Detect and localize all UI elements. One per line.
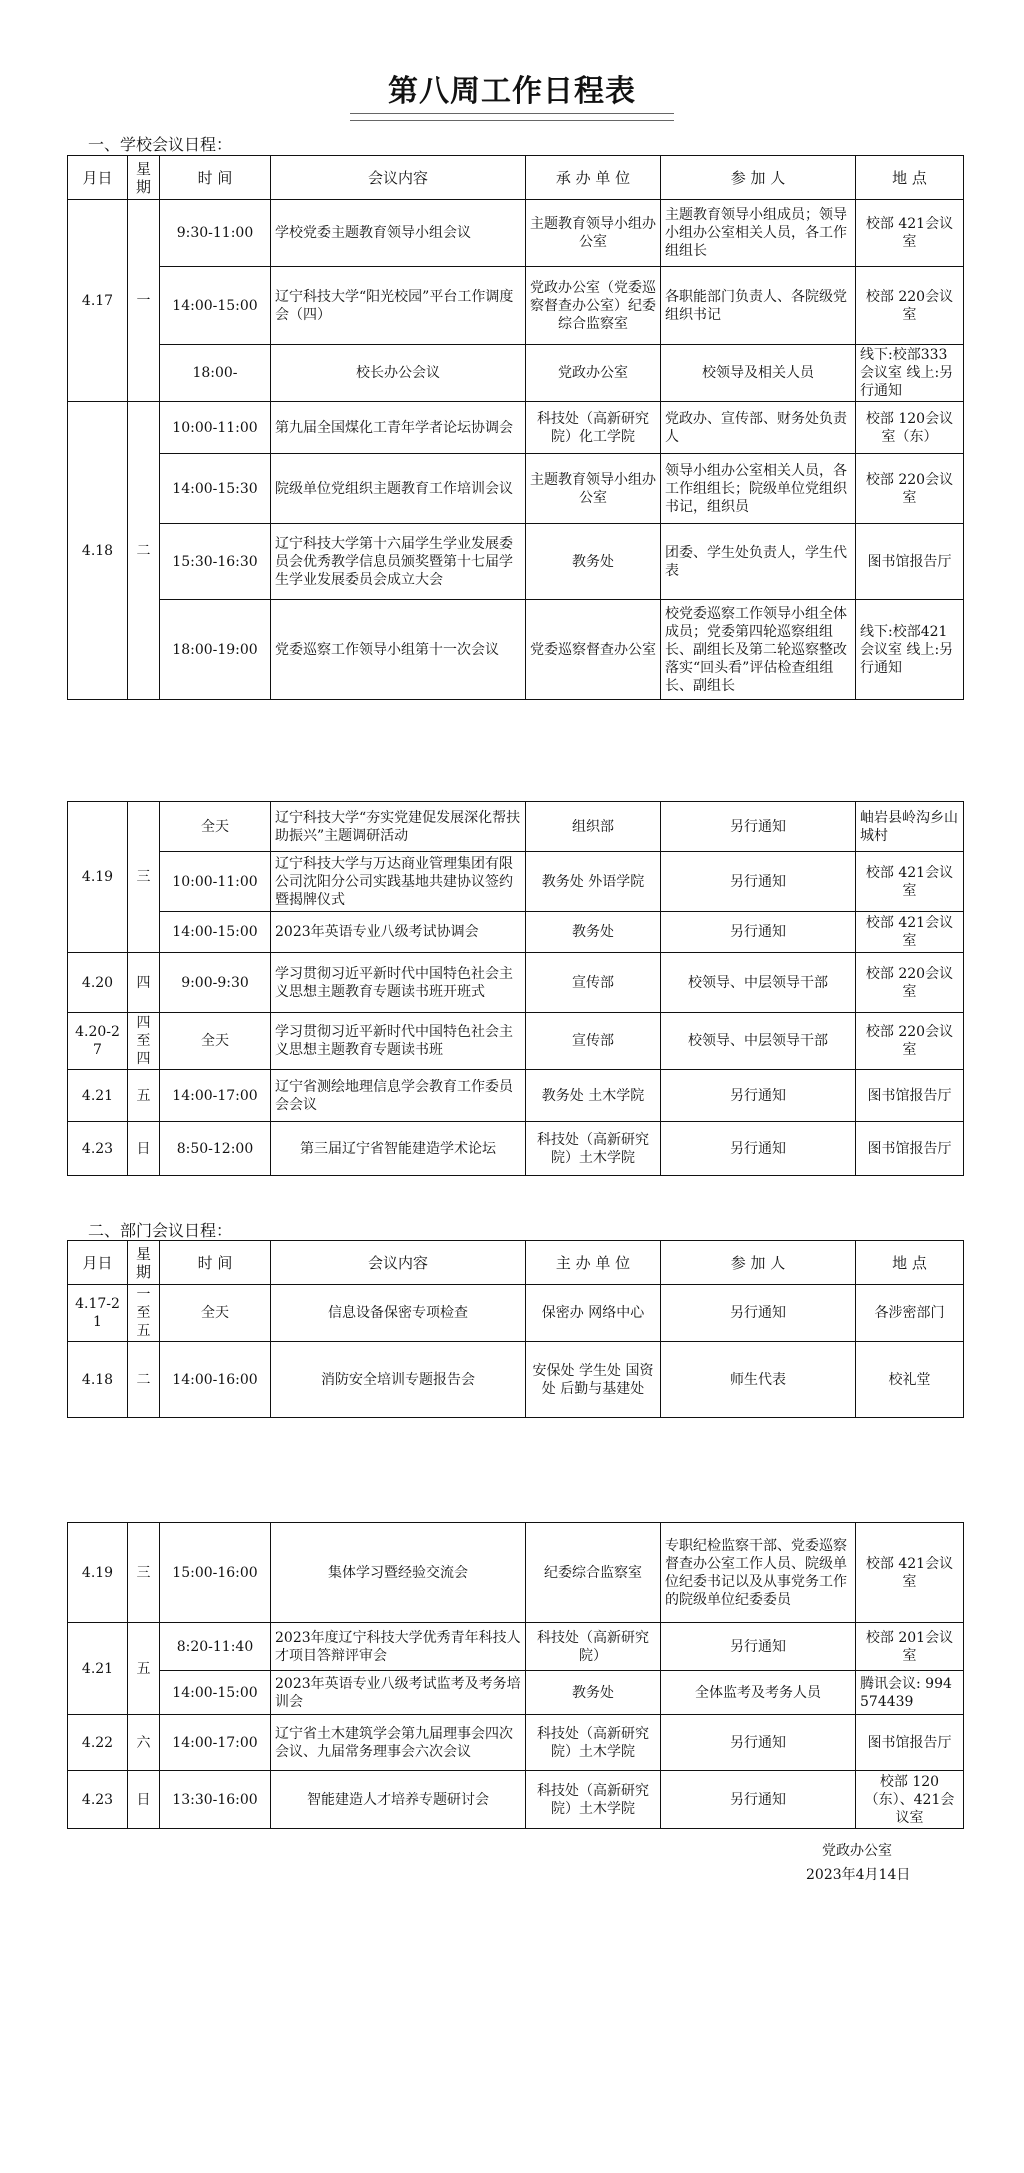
attendees-cell: 另行通知 bbox=[661, 1715, 856, 1771]
content-cell: 第三届辽宁省智能建造学术论坛 bbox=[271, 1122, 526, 1176]
weekday-cell: 日 bbox=[128, 1122, 160, 1176]
place-cell: 校礼堂 bbox=[856, 1342, 964, 1418]
date-cell: 4.17-21 bbox=[68, 1285, 128, 1342]
attendees-cell: 校党委巡察工作领导小组全体成员；党委第四轮巡察组组长、副组长及第二轮巡察整改落实“回头看”评估检查组组长、副组长 bbox=[661, 600, 856, 700]
organizer-cell: 宣传部 bbox=[526, 1013, 661, 1070]
table-row bbox=[68, 1523, 964, 1623]
time-cell: 14:00-15:30 bbox=[160, 454, 271, 524]
table-row bbox=[68, 1771, 964, 1829]
header-date: 月日 bbox=[68, 156, 128, 200]
weekday-cell: 一至五 bbox=[128, 1285, 160, 1342]
content-cell: 2023年英语专业八级考试协调会 bbox=[271, 912, 526, 953]
table-row bbox=[68, 524, 964, 600]
attendees-cell: 主题教育领导小组成员；领导小组办公室相关人员，各工作组组长 bbox=[661, 200, 856, 267]
organizer-cell: 组织部 bbox=[526, 802, 661, 852]
content-cell: 辽宁省土木建筑学会第九届理事会四次会议、九届常务理事会六次会议 bbox=[271, 1715, 526, 1771]
attendees-cell: 校领导、中层领导干部 bbox=[661, 1013, 856, 1070]
time-cell: 14:00-15:00 bbox=[160, 912, 271, 953]
title-underline bbox=[350, 113, 674, 121]
weekday-cell: 二 bbox=[128, 1342, 160, 1418]
content-cell: 辽宁省测绘地理信息学会教育工作委员会会议 bbox=[271, 1070, 526, 1122]
content-cell: 集体学习暨经验交流会 bbox=[271, 1523, 526, 1623]
content-cell: 学习贯彻习近平新时代中国特色社会主义思想主题教育专题读书班 bbox=[271, 1013, 526, 1070]
time-cell: 10:00-11:00 bbox=[160, 402, 271, 454]
organizer-cell: 党委巡察督查办公室 bbox=[526, 600, 661, 700]
content-cell: 辽宁科技大学第十六届学生学业发展委员会优秀教学信息员颁奖暨第十七届学生学业发展委员会成立大会 bbox=[271, 524, 526, 600]
header-weekday: 星期 bbox=[128, 1241, 160, 1285]
page-title: 第八周工作日程表 bbox=[388, 74, 636, 109]
school-schedule-table-1 bbox=[67, 155, 964, 700]
header-date: 月日 bbox=[68, 1241, 128, 1285]
time-cell: 9:00-9:30 bbox=[160, 953, 271, 1013]
organizer-cell: 科技处（高新研究院） bbox=[526, 1623, 661, 1671]
organizer-cell: 教务处 土木学院 bbox=[526, 1070, 661, 1122]
organizer-cell: 宣传部 bbox=[526, 953, 661, 1013]
table-row bbox=[68, 1671, 964, 1715]
place-cell: 图书馆报告厅 bbox=[856, 524, 964, 600]
weekday-cell: 五 bbox=[128, 1070, 160, 1122]
table-row bbox=[68, 1285, 964, 1342]
weekday-cell: 四 bbox=[128, 953, 160, 1013]
date-cell: 4.22 bbox=[68, 1715, 128, 1771]
place-cell: 岫岩县岭沟乡山城村 bbox=[856, 802, 964, 852]
organizer-cell: 主题教育领导小组办公室 bbox=[526, 200, 661, 267]
table-row bbox=[68, 402, 964, 454]
table-row bbox=[68, 1715, 964, 1771]
content-cell: 学习贯彻习近平新时代中国特色社会主义思想主题教育专题读书班开班式 bbox=[271, 953, 526, 1013]
place-cell: 校部 421会议室 bbox=[856, 912, 964, 953]
school-schedule-table-2 bbox=[67, 801, 964, 1176]
time-cell: 15:30-16:30 bbox=[160, 524, 271, 600]
attendees-cell: 另行通知 bbox=[661, 852, 856, 912]
table-row bbox=[68, 1623, 964, 1671]
time-cell: 13:30-16:00 bbox=[160, 1771, 271, 1829]
attendees-cell: 另行通知 bbox=[661, 1285, 856, 1342]
weekday-cell: 三 bbox=[128, 1523, 160, 1623]
content-cell: 辽宁科技大学与万达商业管理集团有限公司沈阳分公司实践基地共建协议签约暨揭牌仪式 bbox=[271, 852, 526, 912]
attendees-cell: 另行通知 bbox=[661, 1771, 856, 1829]
date-cell: 4.23 bbox=[68, 1771, 128, 1829]
attendees-cell: 党政办、宣传部、财务处负责人 bbox=[661, 402, 856, 454]
table-row bbox=[68, 953, 964, 1013]
weekday-cell: 三 bbox=[128, 802, 160, 953]
header-time: 时 间 bbox=[160, 156, 271, 200]
table-row bbox=[68, 1122, 964, 1176]
time-cell: 18:00- bbox=[160, 345, 271, 402]
content-cell: 辽宁科技大学“夯实党建促发展深化帮扶助振兴”主题调研活动 bbox=[271, 802, 526, 852]
place-cell: 校部 421会议室 bbox=[856, 852, 964, 912]
header-place: 地 点 bbox=[856, 1241, 964, 1285]
organizer-cell: 科技处（高新研究院）土木学院 bbox=[526, 1715, 661, 1771]
time-cell: 全天 bbox=[160, 802, 271, 852]
table-row bbox=[68, 1013, 964, 1070]
attendees-cell: 专职纪检监察干部、党委巡察督查办公室工作人员、院级单位纪委书记以及从事党务工作的院级单位纪委委员 bbox=[661, 1523, 856, 1623]
organizer-cell: 保密办 网络中心 bbox=[526, 1285, 661, 1342]
content-cell: 院级单位党组织主题教育工作培训会议 bbox=[271, 454, 526, 524]
time-cell: 14:00-16:00 bbox=[160, 1342, 271, 1418]
header-weekday: 星期 bbox=[128, 156, 160, 200]
organizer-cell: 教务处 外语学院 bbox=[526, 852, 661, 912]
place-cell: 图书馆报告厅 bbox=[856, 1715, 964, 1771]
section-heading-department: 二、部门会议日程： bbox=[88, 1221, 233, 1240]
organizer-cell: 科技处（高新研究院）土木学院 bbox=[526, 1771, 661, 1829]
footer-office: 党政办公室 bbox=[822, 1843, 892, 1859]
place-cell: 图书馆报告厅 bbox=[856, 1122, 964, 1176]
place-cell: 线下:校部421会议室 线上:另行通知 bbox=[856, 600, 964, 700]
content-cell: 消防安全培训专题报告会 bbox=[271, 1342, 526, 1418]
place-cell: 校部 421会议室 bbox=[856, 1523, 964, 1623]
attendees-cell: 校领导、中层领导干部 bbox=[661, 953, 856, 1013]
place-cell: 校部 220会议室 bbox=[856, 1013, 964, 1070]
table-row bbox=[68, 1342, 964, 1418]
content-cell: 信息设备保密专项检查 bbox=[271, 1285, 526, 1342]
attendees-cell: 另行通知 bbox=[661, 1122, 856, 1176]
table-row bbox=[68, 1070, 964, 1122]
place-cell: 腾讯会议: 994574439 bbox=[856, 1671, 964, 1715]
time-cell: 14:00-17:00 bbox=[160, 1715, 271, 1771]
attendees-cell: 另行通知 bbox=[661, 1623, 856, 1671]
date-cell: 4.21 bbox=[68, 1623, 128, 1715]
attendees-cell: 另行通知 bbox=[661, 802, 856, 852]
place-cell: 校部 120（东）、421会议室 bbox=[856, 1771, 964, 1829]
place-cell: 校部 120会议室（东） bbox=[856, 402, 964, 454]
weekday-cell: 六 bbox=[128, 1715, 160, 1771]
organizer-cell: 安保处 学生处 国资处 后勤与基建处 bbox=[526, 1342, 661, 1418]
content-cell: 第九届全国煤化工青年学者论坛协调会 bbox=[271, 402, 526, 454]
date-cell: 4.21 bbox=[68, 1070, 128, 1122]
table-row bbox=[68, 802, 964, 852]
content-cell: 智能建造人才培养专题研讨会 bbox=[271, 1771, 526, 1829]
header-attendees: 参 加 人 bbox=[661, 156, 856, 200]
attendees-cell: 各职能部门负责人、各院级党组织书记 bbox=[661, 267, 856, 345]
place-cell: 校部 421会议室 bbox=[856, 200, 964, 267]
organizer-cell: 纪委综合监察室 bbox=[526, 1523, 661, 1623]
organizer-cell: 教务处 bbox=[526, 524, 661, 600]
date-cell: 4.20 bbox=[68, 953, 128, 1013]
weekday-cell: 一 bbox=[128, 200, 160, 402]
place-cell: 校部 220会议室 bbox=[856, 454, 964, 524]
header-place: 地 点 bbox=[856, 156, 964, 200]
time-cell: 8:20-11:40 bbox=[160, 1623, 271, 1671]
date-cell: 4.19 bbox=[68, 802, 128, 953]
date-cell: 4.20-27 bbox=[68, 1013, 128, 1070]
content-cell: 党委巡察工作领导小组第十一次会议 bbox=[271, 600, 526, 700]
content-cell: 2023年英语专业八级考试监考及考务培训会 bbox=[271, 1671, 526, 1715]
time-cell: 8:50-12:00 bbox=[160, 1122, 271, 1176]
table-row bbox=[68, 267, 964, 345]
header-organizer: 承 办 单 位 bbox=[526, 156, 661, 200]
time-cell: 14:00-17:00 bbox=[160, 1070, 271, 1122]
time-cell: 14:00-15:00 bbox=[160, 1671, 271, 1715]
table-row bbox=[68, 200, 964, 267]
organizer-cell: 科技处（高新研究院）化工学院 bbox=[526, 402, 661, 454]
weekday-cell: 二 bbox=[128, 402, 160, 700]
time-cell: 15:00-16:00 bbox=[160, 1523, 271, 1623]
content-cell: 2023年度辽宁科技大学优秀青年科技人才项目答辩评审会 bbox=[271, 1623, 526, 1671]
dept-schedule-table-1 bbox=[67, 1240, 964, 1418]
header-attendees: 参 加 人 bbox=[661, 1241, 856, 1285]
date-cell: 4.18 bbox=[68, 1342, 128, 1418]
table-row bbox=[68, 454, 964, 524]
date-cell: 4.18 bbox=[68, 402, 128, 700]
weekday-cell: 五 bbox=[128, 1623, 160, 1715]
attendees-cell: 领导小组办公室相关人员，各工作组组长；院级单位党组织书记，组织员 bbox=[661, 454, 856, 524]
place-cell: 校部 220会议室 bbox=[856, 267, 964, 345]
attendees-cell: 另行通知 bbox=[661, 1070, 856, 1122]
time-cell: 18:00-19:00 bbox=[160, 600, 271, 700]
date-cell: 4.23 bbox=[68, 1122, 128, 1176]
header-time: 时 间 bbox=[160, 1241, 271, 1285]
table-row bbox=[68, 345, 964, 402]
place-cell: 图书馆报告厅 bbox=[856, 1070, 964, 1122]
organizer-cell: 科技处（高新研究院）土木学院 bbox=[526, 1122, 661, 1176]
weekday-cell: 四至四 bbox=[128, 1013, 160, 1070]
organizer-cell: 主题教育领导小组办公室 bbox=[526, 454, 661, 524]
place-cell: 各涉密部门 bbox=[856, 1285, 964, 1342]
header-organizer: 主 办 单 位 bbox=[526, 1241, 661, 1285]
place-cell: 校部 220会议室 bbox=[856, 953, 964, 1013]
weekday-cell: 日 bbox=[128, 1771, 160, 1829]
time-cell: 14:00-15:00 bbox=[160, 267, 271, 345]
organizer-cell: 党政办公室 bbox=[526, 345, 661, 402]
organizer-cell: 党政办公室（党委巡察督查办公室）纪委综合监察室 bbox=[526, 267, 661, 345]
footer-date: 2023年4月14日 bbox=[806, 1867, 911, 1883]
table-header-row bbox=[68, 156, 964, 200]
attendees-cell: 校领导及相关人员 bbox=[661, 345, 856, 402]
date-cell: 4.17 bbox=[68, 200, 128, 402]
dept-schedule-table-2 bbox=[67, 1522, 964, 1829]
organizer-cell: 教务处 bbox=[526, 1671, 661, 1715]
attendees-cell: 师生代表 bbox=[661, 1342, 856, 1418]
place-cell: 校部 201会议室 bbox=[856, 1623, 964, 1671]
content-cell: 校长办公会议 bbox=[271, 345, 526, 402]
date-cell: 4.19 bbox=[68, 1523, 128, 1623]
header-content: 会议内容 bbox=[271, 156, 526, 200]
header-content: 会议内容 bbox=[271, 1241, 526, 1285]
time-cell: 全天 bbox=[160, 1013, 271, 1070]
attendees-cell: 团委、学生处负责人，学生代表 bbox=[661, 524, 856, 600]
attendees-cell: 另行通知 bbox=[661, 912, 856, 953]
organizer-cell: 教务处 bbox=[526, 912, 661, 953]
time-cell: 全天 bbox=[160, 1285, 271, 1342]
attendees-cell: 全体监考及考务人员 bbox=[661, 1671, 856, 1715]
time-cell: 9:30-11:00 bbox=[160, 200, 271, 267]
table-row bbox=[68, 852, 964, 912]
table-header-row bbox=[68, 1241, 964, 1285]
content-cell: 学校党委主题教育领导小组会议 bbox=[271, 200, 526, 267]
content-cell: 辽宁科技大学“阳光校园”平台工作调度会（四） bbox=[271, 267, 526, 345]
place-cell: 线下:校部333会议室 线上:另行通知 bbox=[856, 345, 964, 402]
table-row bbox=[68, 600, 964, 700]
section-heading-school: 一、学校会议日程： bbox=[88, 135, 233, 154]
time-cell: 10:00-11:00 bbox=[160, 852, 271, 912]
table-row bbox=[68, 912, 964, 953]
